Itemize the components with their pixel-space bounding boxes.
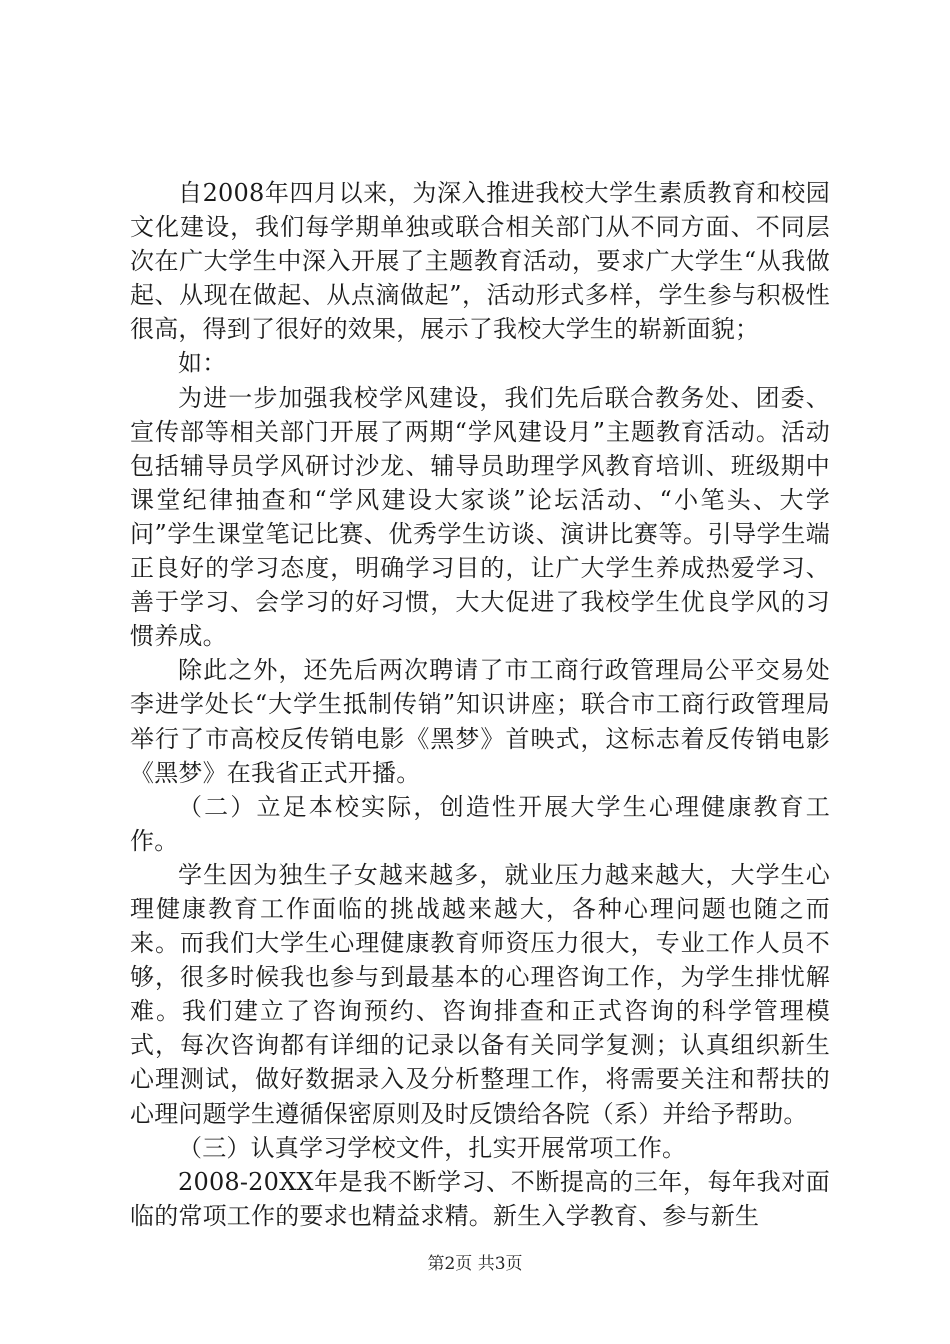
paragraph-anti-mlm: 除此之外，还先后两次聘请了市工商行政管理局公平交易处李进学处长“大学生抵制传销”知识讲座；联合市工商行政管理局举行了市高校反传销电影《黑梦》首映式，这标志着反传销电影《黑梦》在我省正式开播。 bbox=[130, 656, 830, 787]
document-body bbox=[130, 176, 830, 1233]
paragraph-intro: 自2008年四月以来，为深入推进我校大学生素质教育和校园文化建设，我们每学期单独或联合相关部门从不同方面、不同层次在广大学生中深入开展了主题教育活动，要求广大学生“从我做起、从现在做起、从点滴做起”，活动形式多样，学生参与积极性很高，得到了很好的效果，展示了我校大学生的崭新面貌； bbox=[130, 179, 830, 344]
paragraph-routine-work: 2008-20XX年是我不断学习、不断提高的三年，每年我对面临的常项工作的要求也精益求精。新生入学教育、参与新生 bbox=[130, 1167, 830, 1230]
paragraph-for-example: 如： bbox=[178, 349, 227, 378]
section-heading-two: （二）立足本校实际，创造性开展大学生心理健康教育工作。 bbox=[130, 792, 830, 855]
paragraph-mental-health: 学生因为独生子女越来越多，就业压力越来越大，大学生心理健康教育工作面临的挑战越来越大，各种心理问题也随之而来。而我们大学生心理健康教育师资压力很大，专业工作人员不够，很多时候我也参与到最基本的心理咨询工作，为学生排忧解难。我们建立了咨询预约、咨询排查和正式咨询的科学管理模式，每次咨询都有详细的记录以备有关同学复测；认真组织新生心理测试，做好数据录入及分析整理工作，将需要关注和帮扶的心理问题学生遵循保密原则及时反馈给各院（系）并给予帮助。 bbox=[130, 860, 830, 1128]
section-heading-three: （三）认真学习学校文件，扎实开展常项工作。 bbox=[178, 1133, 687, 1162]
page-footer: 第2页 共3页 bbox=[427, 1254, 523, 1274]
paragraph-study-style: 为进一步加强我校学风建设，我们先后联合教务处、团委、宣传部等相关部门开展了两期“学风建设月”主题教育活动。活动包括辅导员学风研讨沙龙、辅导员助理学风教育培训、班级期中课堂纪律抽查和“学风建设大家谈”论坛活动、“小笔头、大学问”学生课堂笔记比赛、优秀学生访谈、演讲比赛等。引导学生端正良好的学习态度，明确学习目的，让广大学生养成热爱学习、善于学习、会学习的好习惯，大大促进了我校学生优良学风的习惯养成。 bbox=[130, 383, 830, 651]
